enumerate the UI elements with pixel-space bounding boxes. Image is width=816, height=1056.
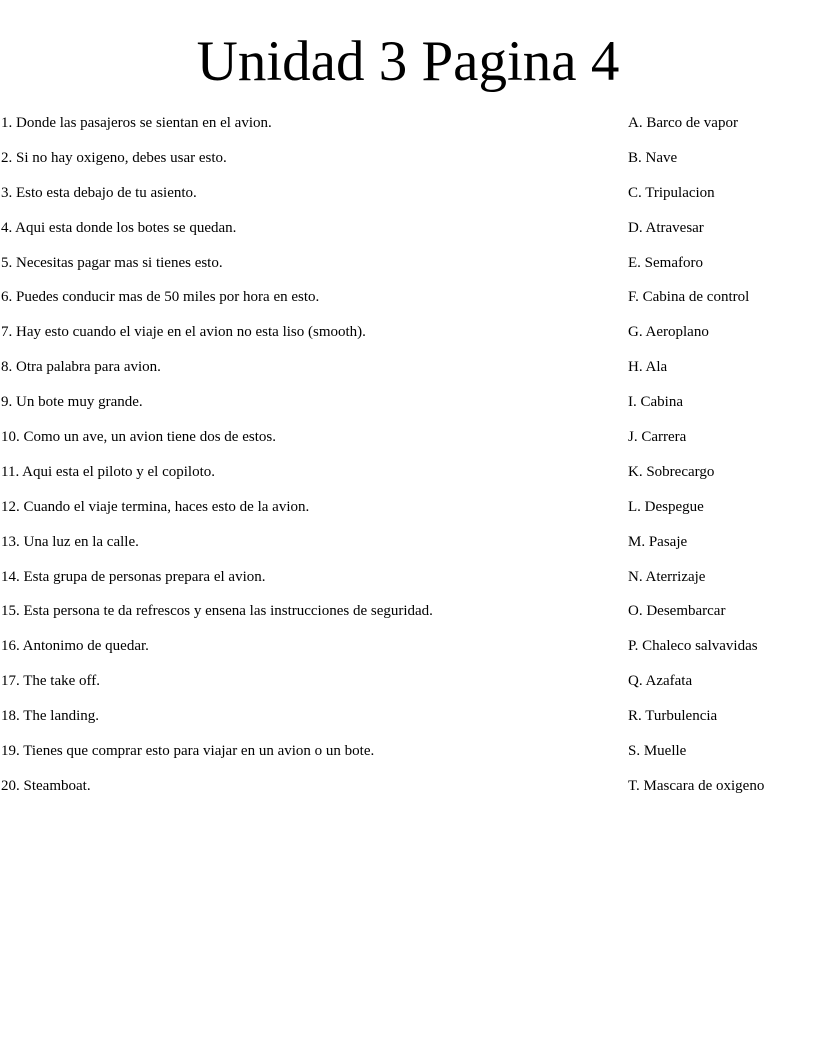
- matching-row: [0, 496, 816, 531]
- matching-row: [0, 461, 816, 496]
- matching-row: [0, 566, 816, 601]
- clue-text: 12. Cuando el viaje termina, haces esto de la avion.: [1, 498, 310, 515]
- clue-text: 16. Antonimo de quedar.: [1, 638, 149, 655]
- answer-option: E. Semaforo: [628, 254, 703, 271]
- answer-option: R. Turbulencia: [628, 708, 718, 725]
- matching-row: [0, 600, 816, 635]
- clue-text: 9. Un bote muy grande.: [1, 394, 143, 411]
- matching-row: [0, 531, 816, 566]
- answer-option: M. Pasaje: [628, 533, 688, 550]
- answer-option: F. Cabina de control: [628, 289, 750, 306]
- page-title: Unidad 3 Pagina 4: [196, 30, 620, 93]
- clue-text: 2. Si no hay oxigeno, debes usar esto.: [1, 149, 227, 166]
- clue-text: 14. Esta grupa de personas prepara el avion.: [1, 568, 266, 585]
- clue-text: 20. Steamboat.: [1, 777, 91, 794]
- matching-row: [0, 391, 816, 426]
- answer-option: P. Chaleco salvavidas: [628, 638, 758, 655]
- answer-option: I. Cabina: [628, 394, 683, 411]
- clue-text: 15. Esta persona te da refrescos y ensena las instrucciones de seguridad.: [1, 603, 433, 620]
- answer-option: T. Mascara de oxigeno: [628, 777, 765, 794]
- matching-row: [0, 705, 816, 740]
- matching-row: [0, 426, 816, 461]
- clue-text: 6. Puedes conducir mas de 50 miles por hora en esto.: [1, 289, 320, 306]
- matching-row: [0, 356, 816, 391]
- matching-row: [0, 182, 816, 217]
- answer-option: A. Barco de vapor: [628, 115, 738, 131]
- answer-option: K. Sobrecargo: [628, 463, 715, 480]
- matching-row: [0, 252, 816, 287]
- matching-row: [0, 635, 816, 670]
- clue-text: 11. Aqui esta el piloto y el copiloto.: [1, 463, 215, 480]
- clue-text: 19. Tienes que comprar esto para viajar en un avion o un bote.: [1, 743, 375, 760]
- matching-row: [0, 740, 816, 775]
- clue-text: 3. Esto esta debajo de tu asiento.: [1, 184, 197, 201]
- answer-option: G. Aeroplano: [628, 324, 709, 341]
- matching-row: [0, 775, 816, 810]
- answer-option: N. Aterrizaje: [628, 568, 706, 585]
- matching-row: [0, 321, 816, 356]
- clue-text: 1. Donde las pasajeros se sientan en el avion.: [1, 115, 272, 131]
- answer-option: J. Carrera: [628, 429, 687, 446]
- matching-row: [0, 670, 816, 705]
- answer-option: C. Tripulacion: [628, 184, 715, 201]
- answer-option: Q. Azafata: [628, 673, 693, 690]
- clue-text: 7. Hay esto cuando el viaje en el avion no esta liso (smooth).: [1, 324, 366, 341]
- clue-text: 8. Otra palabra para avion.: [1, 359, 161, 376]
- clue-text: 17. The take off.: [1, 673, 101, 690]
- clue-text: 4. Aqui esta donde los botes se quedan.: [1, 219, 237, 236]
- answer-option: S. Muelle: [628, 743, 687, 760]
- matching-row: [0, 286, 816, 321]
- matching-row: [0, 147, 816, 182]
- answer-option: L. Despegue: [628, 498, 704, 515]
- matching-row: [0, 112, 816, 147]
- clue-text: 13. Una luz en la calle.: [1, 533, 139, 550]
- answer-option: H. Ala: [628, 359, 668, 376]
- answer-option: B. Nave: [628, 149, 678, 166]
- answer-option: O. Desembarcar: [628, 603, 726, 620]
- matching-row: [0, 217, 816, 252]
- clue-text: 18. The landing.: [1, 708, 100, 725]
- clue-text: 5. Necesitas pagar mas si tienes esto.: [1, 254, 223, 271]
- answer-option: D. Atravesar: [628, 219, 704, 236]
- matching-list: [0, 112, 816, 810]
- clue-text: 10. Como un ave, un avion tiene dos de estos.: [1, 429, 276, 446]
